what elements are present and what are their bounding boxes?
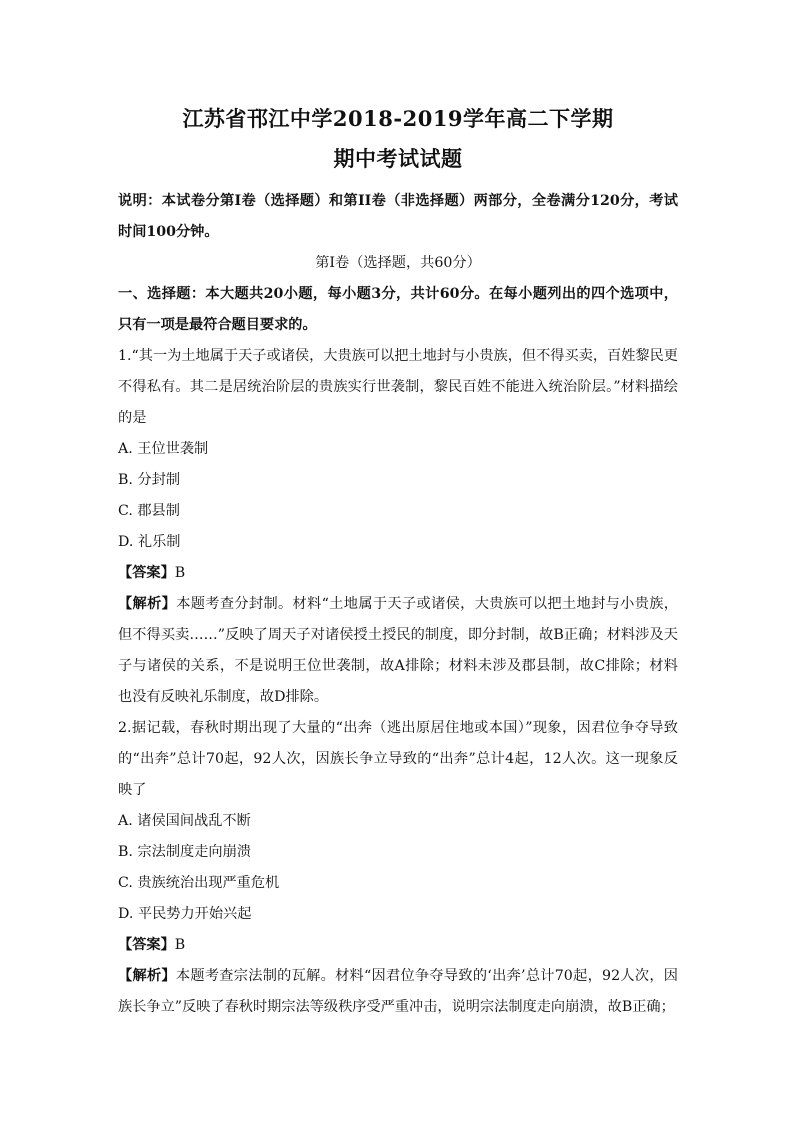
exam-instructions: 说明：本试卷分第I卷（选择题）和第II卷（非选择题）两部分，全卷满分120分，考试时间100分钟。 [118,193,678,240]
answer-line [118,558,678,589]
option-d: D. 平民势力开始兴起 [118,906,252,922]
document-title-line2: 期中考试试题 [333,146,463,171]
part1-heading: 第I卷（选择题，共60分） [315,255,481,271]
analysis-label: 【解析】 [118,968,176,984]
analysis-text: 本题考查分封制。材料“土地属于天子或诸侯，大贵族可以把土地封与小贵族，但不得买卖……”反映了周天子对诸侯授土授民的制度，即分封制，故B正确；材料涉及天子与诸侯的关系，不是说明王位世袭制，故A排除；材料未涉及郡县制，故C排除；材料也没有反映礼乐制度，故D排除。 [118,596,678,705]
option-a: A. 王位世袭制 [118,441,209,457]
document-title-line1: 江苏省邗江中学2018-2019学年高二下学期 [182,106,614,131]
question-1 [118,341,678,713]
analysis-label: 【解析】 [118,596,177,612]
section-instruction: 一、选择题：本大题共20小题，每小题3分，共计60分。在每小题列出的四个选项中，只有一项是最符合题目要求的。 [118,286,678,333]
answer-label: 【答案】 [118,937,175,953]
answer-label: 【答案】 [118,565,175,581]
option-d: D. 礼乐制 [118,534,181,550]
answer-line [118,930,678,961]
analysis-text: 本题考查宗法制的瓦解。材料“因君位争夺导致的‘出奔’总计70起，92人次，因族长争立”反映了春秋时期宗法等级秩序受严重冲击，说明宗法制度走向崩溃，故B正确； [118,968,678,1015]
option-a: A. 诸侯国间战乱不断 [118,813,251,829]
document-content [118,104,678,1023]
question-stem: 2.据记载，春秋时期出现了大量的“出奔（逃出原居住地或本国）”现象，因君位争夺导致的“出奔”总计70起，92人次，因族长争立导致的“出奔”总计4起，12人次。这一现象反映了 [118,720,678,798]
question-stem: 1.“其一为土地属于天子或诸侯，大贵族可以把土地封与小贵族，但不得买卖，百姓黎民更不得私有。其二是居统治阶层的贵族实行世袭制，黎民百姓不能进入统治阶层。”材料描绘的是 [118,348,678,426]
option-c: C. 郡县制 [118,503,180,519]
analysis-paragraph [118,589,678,713]
answer-value: B [174,937,186,953]
analysis-paragraph [118,961,678,1023]
option-b: B. 分封制 [118,472,181,488]
option-b: B. 宗法制度走向崩溃 [118,844,251,860]
answer-value: B [174,565,186,581]
question-2 [118,713,678,1023]
option-c: C. 贵族统治出现严重危机 [118,875,280,891]
